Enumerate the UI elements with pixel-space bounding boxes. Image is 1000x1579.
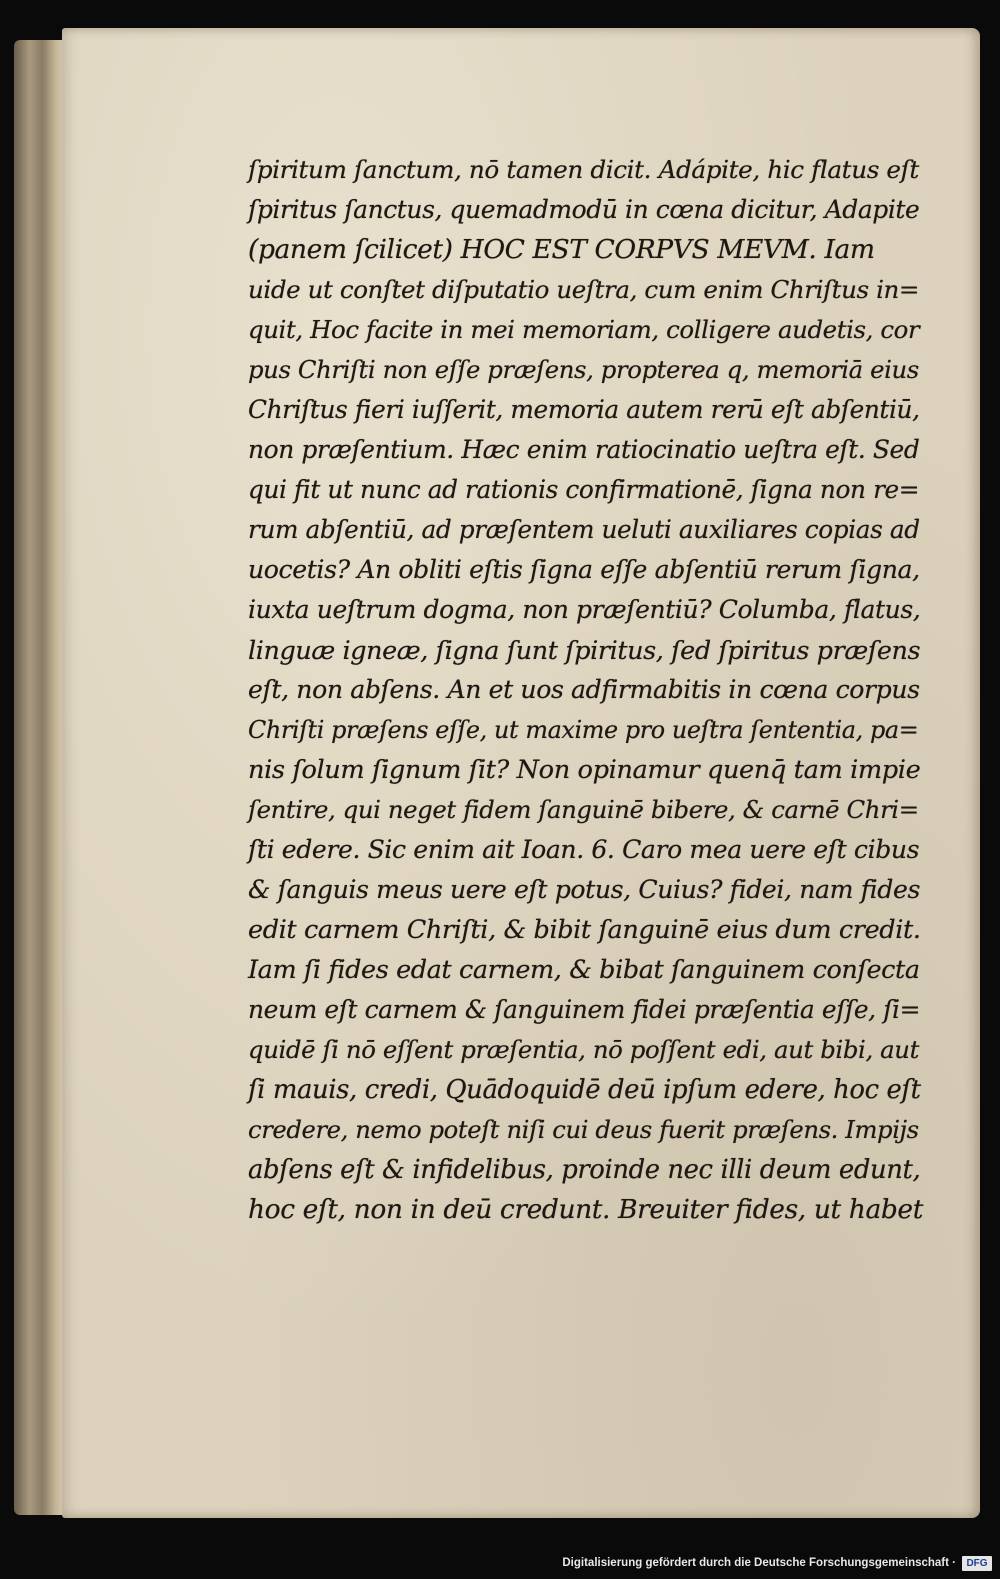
text-line: eſt, non abſens. An et uos adfirmabitis in cœna corpus — [248, 675, 920, 704]
text-line: (panem ſcilicet) HOC EST CORPVS MEVM. Iam — [248, 234, 875, 265]
funding-credit: Digitalisierung gefördert durch die Deutsche Forschungsgemeinschaft · — [562, 1557, 956, 1569]
text-line: Iam ſi fides edat carnem, & bibat ſanguinem conſecta — [248, 955, 920, 985]
text-line: nis ſolum ſignum ſit? Non opinamur quenq̄ tam impie — [248, 755, 921, 785]
text-line: qui fit ut nunc ad rationis confirmationē, ſigna non re= — [248, 475, 920, 504]
text-line: quit, Hoc facite in mei memoriam, colligere audetis, cor — [248, 315, 920, 344]
text-line: ſentire, qui neget fidem ſanguinē bibere, & carnē Chri= — [248, 795, 919, 824]
text-line: ſti edere. Sic enim ait Ioan. 6. Caro mea uere eſt cibus — [248, 835, 920, 864]
text-line: neum eſt carnem & ſanguinem fidei præſentia eſſe, ſi= — [248, 995, 921, 1024]
text-line: non præſentium. Hæc enim ratiocinatio ueſtra eſt. Sed — [248, 435, 920, 464]
text-line: hoc eſt, non in deū credunt. Breuiter fides, ut habet — [248, 1194, 923, 1225]
text-line: ſi mauis, credi, Quādoquidē deū ipſum edere, hoc eſt — [248, 1075, 921, 1105]
footer-bar — [0, 1553, 1000, 1579]
text-line: rum abſentiū, ad præſentem ueluti auxiliares copias ad — [248, 515, 920, 544]
text-line: ſpiritum ſanctum, nō tamen dicit. Adápite, hic flatus eſt — [248, 155, 919, 184]
text-line: iuxta ueſtrum dogma, non præſentiū? Columba, flatus, — [248, 595, 921, 624]
text-line: edit carnem Chriſti, & bibit ſanguinē eius dum credit. — [248, 915, 921, 945]
text-line: & ſanguis meus uere eſt potus, Cuius? fidei, nam fides — [248, 875, 920, 904]
text-line: linguæ igneæ, ſigna ſunt ſpiritus, ſed ſpiritus præſens — [248, 635, 921, 665]
text-line: abſens eſt & infidelibus, proinde nec illi deum edunt, — [248, 1155, 921, 1185]
dfg-logo-icon: DFG — [962, 1556, 992, 1571]
book-page-edges — [14, 40, 66, 1515]
text-line: credere, nemo poteſt niſi cui deus fuerit præſens. Impijs — [248, 1115, 919, 1144]
text-line: uide ut conſtet diſputatio ueſtra, cum enim Chriſtus in= — [248, 275, 920, 304]
text-line: ſpiritus ſanctus, quemadmodū in cœna dicitur, Adapite — [248, 195, 920, 224]
text-line: uocetis? An obliti eſtis ſigna eſſe abſentiū rerum ſigna, — [248, 555, 920, 584]
text-line: Chriſtus fieri iuſſerit, memoria autem rerū eſt abſentiū, — [248, 395, 920, 424]
text-line: pus Chriſti non eſſe præſens, propterea q, memoriā eius — [248, 355, 919, 384]
text-line: Chriſti præſens eſſe, ut maxime pro ueſtra ſententia, pa= — [248, 716, 919, 744]
page-text-block — [248, 150, 928, 1230]
text-line: quidē ſi nō eſſent præſentia, nō poſſent edi, aut bibi, aut — [248, 1035, 919, 1064]
